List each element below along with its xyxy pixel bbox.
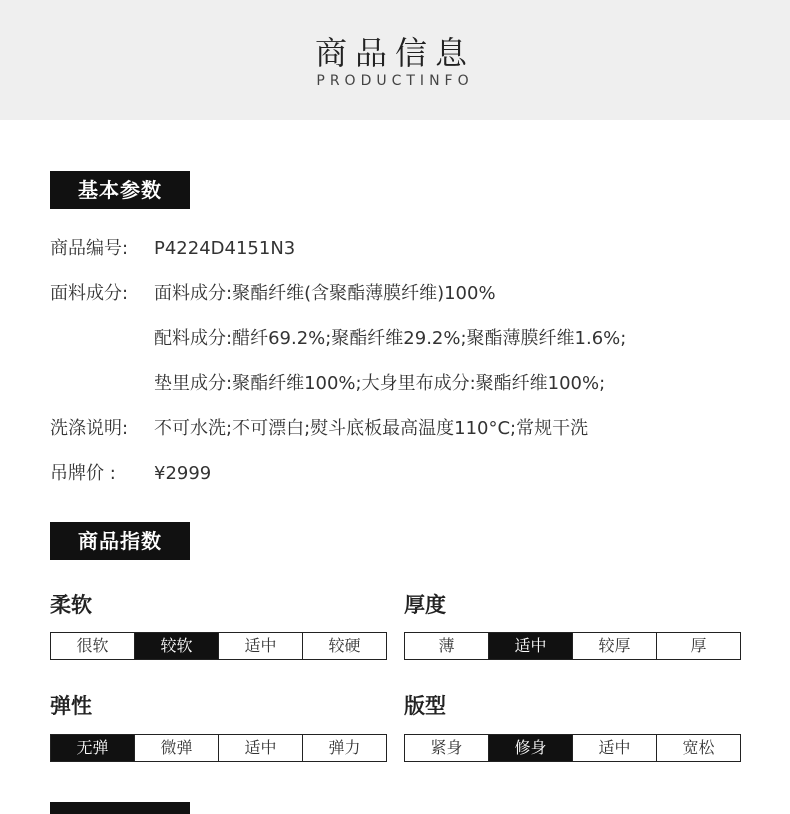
next-section-tag (50, 802, 190, 814)
softness-option: 很软 (51, 633, 135, 659)
thickness-option: 较厚 (573, 633, 657, 659)
fabric-line-2: 配料成分:醋纤69.2%;聚酯纤维29.2%;聚酯薄膜纤维1.6%; (154, 328, 627, 349)
elasticity-scale (50, 734, 387, 762)
thickness-option: 薄 (405, 633, 489, 659)
elasticity-option: 适中 (219, 735, 303, 761)
wash-value: 不可水洗;不可漂白;熨斗底板最高温度110°C;常规干洗 (154, 418, 589, 439)
product-code-value: P4224D4151N3 (154, 238, 296, 259)
softness-option: 较硬 (328, 636, 361, 655)
fabric-label: 面料成分: (50, 283, 129, 304)
elasticity-option: 微弹 (135, 735, 219, 761)
softness-scale (50, 632, 387, 660)
basic-params-tag: 基本参数 (50, 171, 190, 209)
thickness-option: 适中 (489, 633, 573, 659)
page-header (0, 0, 790, 120)
page-title: 商品信息 (314, 34, 475, 72)
fit-title: 版型 (404, 694, 446, 718)
page-subtitle: PRODUCTINFO (316, 73, 474, 89)
thickness-title: 厚度 (404, 593, 446, 617)
thickness-option: 厚 (690, 636, 707, 655)
price-value: ¥2999 (154, 463, 212, 484)
fit-option: 紧身 (405, 735, 489, 761)
product-code-label: 商品编号: (50, 238, 129, 259)
price-label: 吊牌价 : (50, 463, 116, 484)
softness-title: 柔软 (50, 593, 92, 617)
fabric-line-1: 面料成分:聚酯纤维(含聚酯薄膜纤维)100% (154, 283, 496, 304)
product-index-tag: 商品指数 (50, 522, 190, 560)
fit-scale (404, 734, 741, 762)
elasticity-option: 无弹 (51, 735, 135, 761)
fabric-line-3: 垫里成分:聚酯纤维100%;大身里布成分:聚酯纤维100%; (154, 373, 606, 394)
elasticity-title: 弹性 (50, 694, 92, 718)
fit-option: 修身 (489, 735, 573, 761)
softness-option: 适中 (219, 633, 303, 659)
wash-label: 洗涤说明: (50, 418, 129, 439)
elasticity-option: 弹力 (328, 738, 361, 757)
fit-option: 宽松 (682, 738, 715, 757)
softness-option: 较软 (135, 633, 219, 659)
thickness-scale (404, 632, 741, 660)
fit-option: 适中 (573, 735, 657, 761)
